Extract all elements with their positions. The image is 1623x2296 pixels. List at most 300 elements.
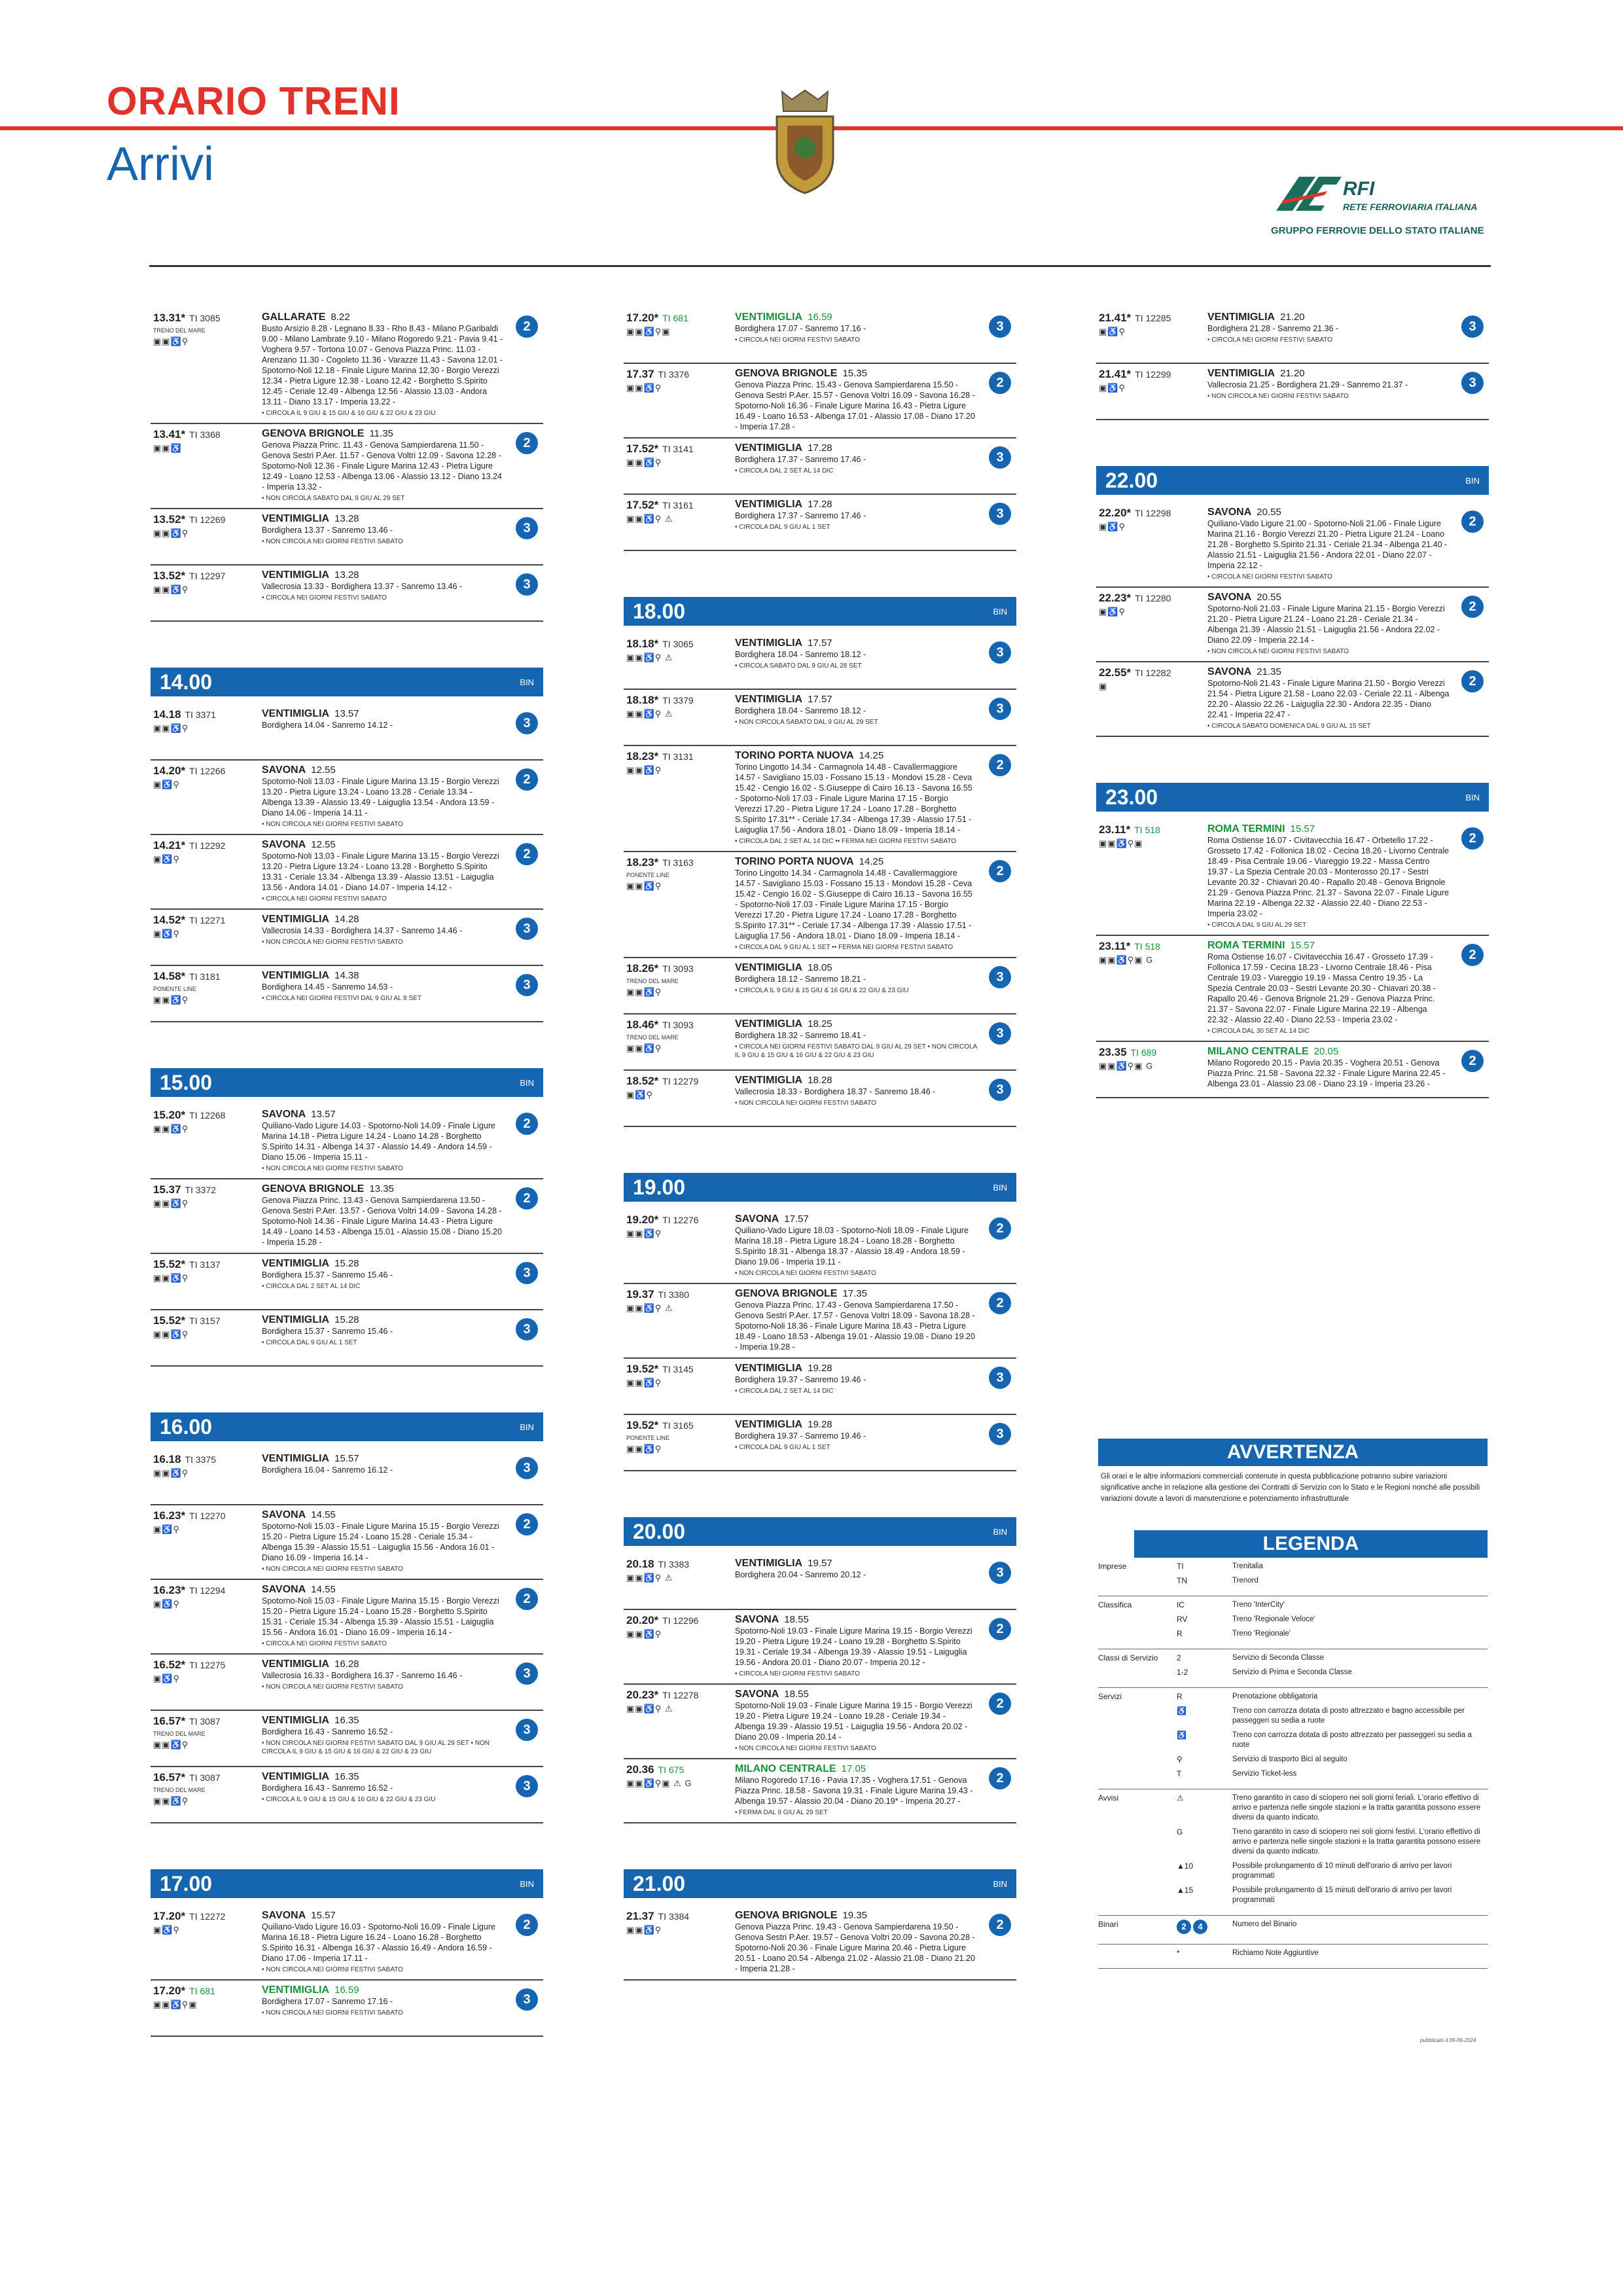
origin-departure-time: 19.28 [808,1419,832,1430]
train-number: TI 3157 [189,1316,221,1326]
route-stops: Spotorno-Noli 13.03 - Finale Ligure Marina 13.15 - Borgio Verezzi 13.20 - Pietra Ligure 13.24 - Loano 13.28 - Borghetto S.Spirito 13.31 - Ceriale 13.34 - Albenga 13.39 - Alassio 13.51 - Laiguglia 13.56 - Andora 14.01 - Diano 14.07 - Imperia 14.12 - [262,852,499,892]
train-details [735,1075,977,1107]
platform-badge: 3 [516,573,538,596]
train-details [262,513,504,546]
service-icons: ▣▣♿⚲ [626,1229,662,1238]
legend-description: Richiamo Note Aggiuntive [1232,1949,1319,1957]
platform-badge: 2 [516,315,538,338]
train-arrival-row [151,565,543,622]
legend-group-name: Servizi [1098,1692,1122,1701]
hour-label: 16.00 [160,1414,213,1439]
origin-departure-time: 14.55 [311,1584,336,1595]
train-details [735,1689,977,1753]
train-arrival-row [1096,662,1489,737]
train-id-block [626,694,731,719]
train-arrival-row [624,1906,1016,1981]
service-icons: ▣▣♿⚲ ⚠ [626,514,673,524]
service-icons: ▣♿⚲ [153,854,180,864]
arrival-time-line [153,1771,258,1784]
origin-departure-time: 17.57 [808,637,832,649]
train-arrival-row [151,424,543,509]
route-stops: Vallecrosia 13.33 - Bordighera 13.37 - Sanremo 13.46 - [262,582,463,591]
origin-station: GENOVA BRIGNOLE 19.35 [735,1910,867,1921]
service-icons: ▣▣♿⚲ [626,987,662,997]
platform-badge: 3 [516,1719,538,1741]
train-number: TI 3165 [662,1420,694,1431]
origin-station: VENTIMIGLIA 14.28 [262,914,359,925]
legend-description: Possibile prolungamento di 10 minuti dell'orario di arrivo per lavori programmati [1232,1862,1452,1880]
origin-departure-time: 8.22 [330,312,350,323]
train-details [1207,507,1450,581]
arrival-time: 18.18* [626,694,659,706]
route-stops: Busto Arsizio 8.28 - Legnano 8.33 - Rho 8.43 - Milano P.Garibaldi 9.00 - Milano Lambrate 9.10 - Milano Rogoredo 9.21 - Pavia 9.41 - Voghera 9.57 - Tortona 10.07 - Genova Piazza Princ. 11.03 - Arenzano 11.30 - Cogoleto 11.36 - Varazze 11.43 - Savona 12.01 - Spotorno-Noli 12.18 - Finale Ligure Marina 12.30 - Borgio Verezzi 12.34 - Pietra Ligure 12.38 - Loano 12.42 - Borghetto S.Spirito 12.45 - Ceriale 12.49 - Albenga 12.56 - Alassio 13.03 - Andora 13.11 - Diano 13.17 - Imperia 13.22 - [262,324,503,406]
route-stops: Bordighera 16.04 - Sanremo 16.12 - [262,1465,393,1475]
train-arrival-row [1096,1042,1489,1098]
origin-station: ROMA TERMINI 15.57 [1207,823,1315,834]
legend-row [1177,1886,1488,1905]
train-details [262,914,504,946]
service-icons: ▣▣♿ [153,443,182,453]
train-details [262,1453,504,1475]
route-stops: Spotorno-Noli 19.03 - Finale Ligure Marina 19.15 - Borgio Verezzi 19.20 - Pietra Ligure 19.24 - Loano 19.28 - Ceriale 19.34 - Albenga 19.39 - Alassio 19.51 - Laiguglia 19.56 - Andora 20.02 - Diano 20.09 - Imperia 20.14 - [735,1701,972,1742]
arrival-time-line [626,637,731,651]
route-stops: Torino Lingotto 14.34 - Carmagnola 14.48 - Cavallermaggiore 14.57 - Savigliano 15.03 - Fossano 15.13 - Mondovi 15.28 - Ceva 15.42 - Cengio 16.02 - S.Giuseppe di Cairo 16.13 - Savona 16.55 - Spotorno-Noli 17.03 - Finale Ligure Marina 17.15 - Borgio Verezzi 17.20 - Pietra Ligure 17.24 - Loano 17.28 - Borghetto S.Spirito 17.31** - Ceriale 17.34 - Albenga 17.39 - Alassio 17.51 - Laiguglia 17.56 - Andora 18.01 - Diano 18.09 - Imperia 18.14 - [735,762,972,834]
platform-badge: 2 [1461,1050,1484,1072]
origin-departure-time: 16.59 [808,312,832,323]
train-id-block [1099,312,1204,337]
route-stops: Vallecrosia 21.25 - Bordighera 21.29 - Sanremo 21.37 - [1207,380,1408,389]
train-id-block [626,368,731,393]
route-stops: Bordighera 19.37 - Sanremo 19.46 - [735,1431,866,1441]
arrival-time: 18.46* [626,1018,659,1031]
arrival-time: 22.20* [1099,507,1132,519]
arrival-time-line [1099,592,1204,605]
service-icons: ▣▣♿⚲▣ G [1099,1061,1154,1071]
legend-description: Treno con carrozza dotata di posto attrezzato e bagno accessibile per passeggeri su sedia a ruote [1232,1707,1465,1725]
origin-station: VENTIMIGLIA 19.28 [735,1363,832,1374]
origin-station: GENOVA BRIGNOLE 17.35 [735,1288,867,1299]
arrival-time: 14.21* [153,839,186,852]
service-icons: ▣▣♿⚲ [153,1740,189,1749]
origin-station: GENOVA BRIGNOLE 15.35 [735,368,867,379]
origin-station: SAVONA 20.55 [1207,507,1281,518]
train-details [262,708,504,730]
train-details [735,637,977,670]
origin-departure-time: 18.25 [808,1018,832,1030]
service-icons: ▣▣♿⚲ [626,881,662,891]
bin-label: BIN [520,677,534,687]
arrival-time: 21.41* [1099,312,1132,324]
train-arrival-row [624,1759,1016,1823]
service-icons: ▣▣♿⚲ [153,1273,189,1283]
route-stops: Bordighera 13.37 - Sanremo 13.46 - [262,526,393,535]
arrival-time: 14.18 [153,708,181,721]
train-arrival-row [151,1310,543,1367]
arrival-time: 14.58* [153,970,186,982]
legend-symbol: G [1177,1827,1183,1837]
arrival-time-line [153,1183,258,1196]
train-id-block [626,1018,731,1054]
arrival-time: 21.37 [626,1910,654,1922]
route-stops: Bordighera 18.04 - Sanremo 18.12 - [735,650,866,659]
train-arrival-row [624,1685,1016,1759]
route-stops: Torino Lingotto 14.34 - Carmagnola 14.48 - Cavallermaggiore 14.57 - Savigliano 15.03 - Fossano 15.13 - Mondovi 15.28 - Ceva 15.42 - Cengio 16.02 - S.Giuseppe di Cairo 16.13 - Savona 16.55 - Spotorno-Noli 17.03 - Finale Ligure Marina 17.15 - Borgio Verezzi 17.20 - Pietra Ligure 17.24 - Loano 17.28 - Borghetto S.Spirito 17.31** - Ceriale 17.34 - Albenga 17.39 - Alassio 17.51 - Laiguglia 17.56 - Andora 18.01 - Diano 18.09 - Imperia 18.14 - [735,869,972,941]
arrival-time-line [626,1763,731,1776]
arrival-time-line [626,368,731,381]
page-title: ORARIO TRENI [107,79,401,123]
legend-row [1177,1562,1488,1571]
hour-label: 20.00 [633,1519,686,1543]
service-note: • CIRCOLA DAL 9 GIU AL 1 SET •• FERMA NEI GIORNI FESTIVI SABATO [735,944,954,951]
service-note: • CIRCOLA NEI GIORNI FESTIVI SABATO [262,594,387,601]
train-details [262,1314,504,1347]
platform-badge: 3 [516,712,538,734]
origin-departure-time: 18.55 [784,1689,809,1700]
arrival-time-line [626,312,731,325]
service-note: • CIRCOLA SABATO DOMENICA DAL 9 GIU AL 15 SET [1207,723,1371,730]
origin-station: VENTIMIGLIA 19.57 [735,1558,832,1569]
route-stops: Genova Piazza Princ. 19.43 - Genova Sampierdarena 19.50 - Genova Sestri P.Aer. 19.57 - Genova Voltri 20.09 - Savona 20.28 - Spotorno-Noli 20.36 - Finale Ligure Marina 20.46 - Pietra Ligure 20.51 - Loano 20.54 - Albenga 21.02 - Alassio 21.08 - Diano 21.20 - Imperia 21.28 - [735,1922,975,1973]
train-arrival-row [624,690,1016,746]
service-note: • NON CIRCOLA NEI GIORNI FESTIVI SABATO [262,1566,403,1573]
platform-bubble: 4 [1193,1920,1207,1934]
origin-departure-time: 20.55 [1257,592,1281,603]
legend-symbol: 1-2 [1177,1668,1188,1677]
service-note: • CIRCOLA DAL 2 SET AL 14 DIC [735,1388,834,1395]
route-stops: Bordighera 18.04 - Sanremo 18.12 - [735,706,866,715]
legenda-title: LEGENDA [1134,1530,1488,1558]
train-number: TI 518 [1134,825,1160,835]
legend-group [1098,1688,1488,1789]
train-number: TI 12270 [189,1511,226,1521]
origin-station: VENTIMIGLIA 13.28 [262,513,359,524]
service-note: • CIRCOLA DAL 9 GIU AL 1 SET [262,1339,357,1346]
bin-label: BIN [993,1182,1007,1193]
origin-departure-time: 11.35 [369,428,393,439]
origin-station: VENTIMIGLIA 21.20 [1207,368,1305,379]
train-arrival-row [624,439,1016,495]
train-arrival-row [151,1254,543,1310]
train-number: TI 3371 [185,709,217,720]
train-number: TI 3085 [189,313,221,323]
legend-symbol: IC [1177,1600,1185,1609]
train-number: TI 3383 [658,1559,690,1570]
train-brand-label: PONENTE LINE [626,872,670,878]
train-brand-label: TRENO DEL MARE [153,1731,205,1737]
service-icons: ▣▣♿⚲ [626,1444,662,1454]
origin-departure-time: 19.57 [808,1558,832,1569]
platform-badge: 3 [989,503,1011,525]
legend-description: Numero del Binario [1232,1920,1297,1928]
legend-symbol: TI [1177,1562,1184,1571]
arrival-time-line [153,1314,258,1327]
origin-departure-time: 16.59 [334,1984,359,1996]
arrival-time: 13.52* [153,569,186,582]
origin-station: MILANO CENTRALE 17.05 [735,1763,866,1774]
hour-header [151,1869,543,1898]
train-id-block [626,1363,731,1388]
arrival-time-line [153,914,258,927]
arrival-time: 15.20* [153,1109,186,1121]
train-arrival-row [624,1554,1016,1610]
train-id-block [626,1075,731,1100]
train-number: TI 3375 [185,1454,217,1465]
route-stops: Roma Ostiense 16.07 - Civitavecchia 16.47 - Grosseto 17.39 - Follonica 17.59 - Cecina 18.23 - Livorno Centrale 18.46 - Pisa Centrale 19.03 - Viareggio 19.19 - Massa Centro 19.35 - La Spezia Centrale 20.03 - Sestri Levante 20.30 - Chiavari 20.38 - Rapallo 20.46 - Genova Brignole 21.29 - Genova Piazza Princ. 21.37 - Savona 22.07 - Finale Ligure Marina 22.19 - Albenga 22.32 - Alassio 22.40 - Diano 22.53 - Imperia 23.02 - [1207,952,1436,1024]
route-stops: Genova Piazza Princ. 15.43 - Genova Sampierdarena 15.50 - Genova Sestri P.Aer. 15.57 - Genova Voltri 16.09 - Savona 16.28 - Spotorno-Noli 16.36 - Finale Ligure Marina 16.43 - Pietra Ligure 16.49 - Loano 16.53 - Albenga 17.01 - Alassio 17.08 - Diano 17.20 - Imperia 17.28 - [735,380,975,431]
legend-symbol: ▲15 [1177,1886,1194,1895]
service-note: • CIRCOLA DAL 2 SET AL 14 DIC [262,1283,361,1290]
platform-badge: 3 [516,918,538,940]
origin-departure-time: 18.55 [784,1614,809,1625]
service-icons: ▣▣♿⚲ [153,1329,189,1339]
service-note: • NON CIRCOLA NEI GIORNI FESTIVI SABATO [262,821,403,828]
origin-station: SAVONA 15.57 [262,1910,336,1921]
origin-station: VENTIMIGLIA 18.25 [735,1018,832,1030]
hour-header [1096,466,1489,495]
hour-header [624,597,1016,626]
platform-badge: 3 [989,446,1011,469]
arrival-time-line [1099,1046,1204,1059]
origin-departure-time: 13.57 [334,708,359,719]
train-number: TI 681 [189,1986,215,1996]
platform-badge: 3 [516,1318,538,1340]
platform-badge: 2 [989,1292,1011,1314]
legend-row [1177,1861,1488,1881]
train-id-block [153,569,258,595]
train-number: TI 12280 [1135,593,1171,603]
service-icons: ▣♿⚲ [1099,607,1126,617]
train-id-block [626,1689,731,1714]
train-details [735,1288,977,1352]
service-icons: ▣▣♿⚲▣ [153,2000,198,2009]
train-number: TI 12272 [189,1911,226,1922]
arrival-time: 22.55* [1099,666,1132,679]
train-arrival-row [624,364,1016,439]
train-arrival-row [151,1449,543,1505]
train-arrival-row [624,1071,1016,1127]
service-note: • CIRCOLA IL 9 GIU & 15 GIU & 16 GIU & 22 GIU & 23 GIU [262,1796,436,1803]
platform-badge: 3 [516,1988,538,2011]
route-stops: Bordighera 17.07 - Sanremo 17.16 - [262,1997,393,2006]
route-stops: Spotorno-Noli 15.03 - Finale Ligure Marina 15.15 - Borgio Verezzi 15.20 - Pietra Ligure 15.24 - Loano 15.28 - Ceriale 15.34 - Albenga 15.39 - Alassio 15.51 - Laiguglia 15.56 - Andora 16.01 - Diano 16.09 - Imperia 16.14 - [262,1522,499,1562]
service-note: • NON CIRCOLA NEI GIORNI FESTIVI SABATO [1207,648,1349,655]
train-id-block [153,764,258,790]
legend-symbol: RV [1177,1615,1188,1624]
origin-station: SAVONA 14.55 [262,1584,336,1595]
platform-badge: 2 [1461,596,1484,618]
train-arrival-row [151,1655,543,1711]
train-id-block [626,312,731,337]
origin-station: VENTIMIGLIA 15.28 [262,1314,359,1325]
platform-badge: 3 [989,966,1011,988]
route-stops: Bordighera 21.28 - Sanremo 21.36 - [1207,324,1339,333]
train-arrival-row [624,1284,1016,1359]
service-icons: ▣♿⚲ [626,1090,653,1100]
arrival-time: 16.57* [153,1715,186,1727]
train-number: TI 3087 [189,1772,221,1783]
arrival-time: 19.52* [626,1419,659,1431]
train-brand-label: TRENO DEL MARE [153,1787,205,1793]
train-id-block [626,1910,731,1935]
platform-badge: 3 [989,698,1011,720]
legend-row [1177,1793,1488,1823]
service-icons: ▣♿⚲ [153,929,180,939]
train-id-block [1099,592,1204,617]
arrival-time: 17.52* [626,499,659,511]
train-id-block [626,750,731,776]
train-arrival-row [151,761,543,835]
route-stops: Genova Piazza Princ. 11.43 - Genova Sampierdarena 11.50 - Genova Sestri P.Aer. 11.57 - Genova Voltri 12.09 - Savona 12.28 - Spotorno-Noli 12.36 - Finale Ligure Marina 12.43 - Pietra Ligure 12.49 - Loano 12.53 - Albenga 13.06 - Alassio 13.12 - Diano 13.24 - Imperia 13.32 - [262,440,502,492]
train-id-block [153,1109,258,1134]
service-note: • CIRCOLA NEI GIORNI FESTIVI DAL 9 GIU AL 8 SET [262,995,421,1002]
train-number: TI 3141 [662,444,694,454]
train-details [1207,368,1450,401]
legenda-groups [1098,1558,1488,1969]
arrival-time: 15.52* [153,1258,186,1270]
train-number: TI 12268 [189,1110,226,1121]
arrival-time: 23.35 [1099,1046,1127,1058]
train-number: TI 3380 [658,1289,690,1300]
origin-departure-time: 15.57 [1290,940,1315,951]
route-stops: Bordighera 20.04 - Sanremo 20.12 - [735,1570,866,1579]
train-id-block [153,1659,258,1684]
train-number: TI 3065 [662,639,694,649]
arrival-time-line [153,1715,258,1728]
arrival-time-line [1099,940,1204,953]
train-number: TI 675 [658,1765,685,1775]
train-number: TI 12269 [189,514,226,525]
origin-departure-time: 12.55 [311,839,336,850]
arrival-time: 14.52* [153,914,186,926]
service-note: • CIRCOLA SABATO DAL 9 GIU AL 28 SET [735,662,862,670]
legend-row [1177,1653,1488,1663]
hour-label: 14.00 [160,670,213,694]
legend-row [1177,1615,1488,1624]
train-details [1207,1046,1450,1089]
arrival-time: 18.18* [626,637,659,650]
arrival-time: 21.41* [1099,368,1132,380]
legend-group-name: Classi di Servizio [1098,1653,1158,1662]
legend-group-name: Classifica [1098,1600,1132,1609]
arrival-time-line [626,1558,731,1571]
origin-station: VENTIMIGLIA 19.28 [735,1419,832,1430]
legend-row [1177,1576,1488,1586]
platform-badge: 3 [516,1662,538,1685]
rfi-mark-icon [1270,171,1348,217]
train-number: TI 12276 [662,1215,699,1225]
arrival-time-line [626,1363,731,1376]
train-details [1207,823,1450,929]
origin-departure-time: 13.28 [334,513,359,524]
train-number: TI 3379 [662,695,694,706]
arrival-time: 18.26* [626,962,659,975]
service-icons: ▣♿⚲ [153,780,180,789]
arrival-time-line [626,499,731,512]
legend-row [1177,1948,1488,1958]
service-icons: ▣▣♿⚲ [626,765,662,775]
legend-description: Treno 'InterCity' [1232,1601,1285,1609]
arrival-time: 17.37 [626,368,654,380]
arrival-time-line [626,442,731,456]
train-id-block [626,1288,731,1314]
arrival-time: 17.20* [153,1910,186,1922]
train-number: TI 518 [1134,941,1160,952]
train-arrival-row [624,746,1016,852]
arrival-time: 16.18 [153,1453,181,1465]
service-icons: ▣▣♿⚲ [153,1124,189,1134]
platform-badge: 2 [1461,827,1484,850]
arrival-time: 23.11* [1099,940,1131,952]
service-icons: ▣▣♿⚲ [626,1925,662,1935]
arrival-time-line [153,764,258,778]
route-stops: Roma Ostiense 16.07 - Civitavecchia 16.47 - Orbetello 17.22 - Grosseto 17.42 - Follonica 18.02 - Cecina 18.26 - Livorno Centrale 18.49 - Pisa Centrale 19.06 - Viareggio 19.22 - Massa Centro 19.37 - La Spezia Centrale 20.03 - Monterosso 20.17 - Sestri Levante 20.32 - Chiavari 20.40 - Rapallo 20.48 - Genova Brignole 21.29 - Genova Piazza Princ. 21.37 - Savona 22.07 - Finale Ligure Marina 22.19 - Albenga 22.32 - Alassio 22.40 - Diano 22.53 - Imperia 23.02 - [1207,836,1449,918]
service-note: • CIRCOLA DAL 2 SET AL 14 DIC [735,467,834,475]
service-note: • NON CIRCOLA NEI GIORNI FESTIVI SABATO [262,538,403,545]
service-note: • NON CIRCOLA NEI GIORNI FESTIVI SABATO [262,2009,403,2017]
arrival-time: 19.52* [626,1363,659,1375]
service-icons: ▣ [1099,681,1108,691]
origin-departure-time: 13.57 [311,1109,336,1120]
legend-row [1177,1668,1488,1677]
service-note: • CIRCOLA NEI GIORNI FESTIVI SABATO [1207,573,1332,581]
bin-label: BIN [520,1422,534,1432]
origin-station: SAVONA 12.55 [262,839,336,850]
train-details [735,1558,977,1580]
train-number: TI 3137 [189,1259,221,1270]
train-id-block [153,1771,258,1806]
service-note: • NON CIRCOLA SABATO DAL 9 GIU AL 29 SET [262,495,405,502]
service-icons: ▣▣♿⚲ [626,1378,662,1388]
service-icons: ▣▣♿⚲ [153,1796,189,1806]
train-id-block [626,1763,731,1789]
service-icons: ▣▣♿⚲ [626,1043,662,1053]
arrival-time-line [1099,312,1204,325]
train-details [1207,312,1450,344]
service-icons: ▣▣♿⚲ [153,584,189,594]
platform-badge: 2 [516,843,538,865]
timetable-column-2 [624,308,1016,1981]
origin-station: TORINO PORTA NUOVA 14.25 [735,856,884,867]
platform-bubble: 2 [1177,1920,1191,1934]
origin-departure-time: 15.28 [334,1258,359,1269]
legend-group [1098,1596,1488,1649]
train-arrival-row [624,852,1016,958]
train-details [262,839,504,903]
arrival-time: 18.52* [626,1075,659,1087]
service-icons: ▣♿⚲ [153,1674,180,1683]
origin-departure-time: 14.55 [311,1509,336,1520]
train-id-block [153,1183,258,1209]
origin-departure-time: 21.35 [1257,666,1281,677]
legend-description: Servizio di Prima e Seconda Classe [1232,1668,1352,1676]
train-number: TI 12297 [189,571,226,581]
origin-departure-time: 20.05 [1313,1046,1339,1057]
origin-departure-time: 16.35 [334,1771,359,1782]
platform-badge: 3 [989,1367,1011,1389]
legend-rows [1177,1948,1488,1963]
legend-description: Servizio di trasporto Bici al seguito [1232,1755,1347,1763]
legend-symbol: T [1177,1769,1182,1778]
train-id-block [1099,507,1204,532]
arrival-time-line [1099,823,1204,836]
arrival-time: 16.52* [153,1659,186,1671]
service-note: • NON CIRCOLA NEI GIORNI FESTIVI SABATO [262,1683,403,1691]
origin-departure-time: 12.55 [311,764,336,776]
platform-badge: 3 [1461,372,1484,394]
train-arrival-row [624,958,1016,1014]
legend-rows [1177,1793,1488,1910]
bin-label: BIN [1465,475,1480,486]
